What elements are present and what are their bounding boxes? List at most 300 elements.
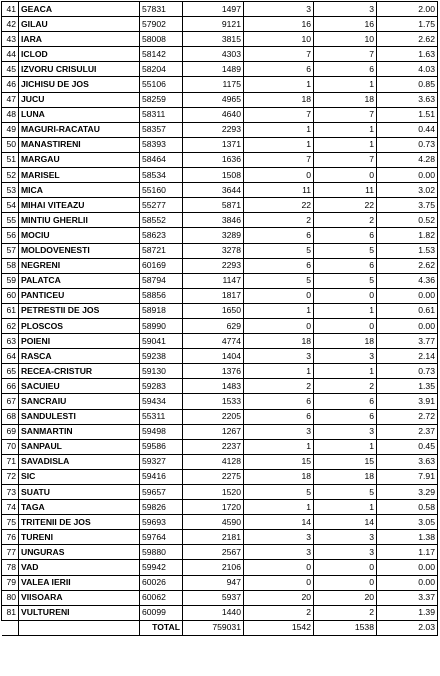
- locality-code-cell: 58856: [140, 288, 183, 303]
- population-cell: 2237: [183, 439, 244, 454]
- locality-code-cell: 58623: [140, 228, 183, 243]
- count-a-cell: 6: [244, 258, 314, 273]
- population-cell: 5937: [183, 590, 244, 605]
- locality-code-cell: 59283: [140, 379, 183, 394]
- rate-cell: 0.73: [377, 137, 438, 152]
- table-row: [2, 137, 438, 152]
- locality-code-cell: 58552: [140, 213, 183, 228]
- count-b-cell: 18: [314, 469, 377, 484]
- count-b-cell: 2: [314, 379, 377, 394]
- table-row: [2, 92, 438, 107]
- row-number-cell: 66: [2, 379, 19, 394]
- locality-code-cell: 58534: [140, 168, 183, 183]
- table-row: [2, 17, 438, 32]
- locality-code-cell: 55106: [140, 77, 183, 92]
- count-a-cell: 1: [244, 137, 314, 152]
- rate-cell: 1.17: [377, 545, 438, 560]
- count-b-cell: 20: [314, 590, 377, 605]
- rate-cell: 7.91: [377, 469, 438, 484]
- table-row: [2, 454, 438, 469]
- locality-code-cell: 57902: [140, 17, 183, 32]
- locality-name-cell: GEACA: [19, 2, 140, 17]
- row-number-cell: 49: [2, 122, 19, 137]
- row-number-cell: 52: [2, 168, 19, 183]
- row-number-cell: 73: [2, 485, 19, 500]
- population-cell: 947: [183, 575, 244, 590]
- rate-cell: 0.61: [377, 303, 438, 318]
- count-b-cell: 10: [314, 32, 377, 47]
- row-number-cell: 51: [2, 152, 19, 167]
- locality-name-cell: MICA: [19, 183, 140, 198]
- population-cell: 3644: [183, 183, 244, 198]
- count-b-cell: 6: [314, 228, 377, 243]
- rate-cell: 0.85: [377, 77, 438, 92]
- locality-code-cell: 58357: [140, 122, 183, 137]
- rate-cell: 2.62: [377, 258, 438, 273]
- table-row: [2, 77, 438, 92]
- population-cell: 4965: [183, 92, 244, 107]
- rate-cell: 3.75: [377, 198, 438, 213]
- row-number-cell: 69: [2, 424, 19, 439]
- locality-name-cell: ICLOD: [19, 47, 140, 62]
- count-b-cell: 22: [314, 198, 377, 213]
- count-b-cell: 5: [314, 243, 377, 258]
- table-row: [2, 379, 438, 394]
- rate-cell: 3.37: [377, 590, 438, 605]
- population-cell: 9121: [183, 17, 244, 32]
- population-cell: 4303: [183, 47, 244, 62]
- table-row: [2, 439, 438, 454]
- locality-code-cell: 59434: [140, 394, 183, 409]
- count-b-cell: 1: [314, 500, 377, 515]
- rate-cell: 4.36: [377, 273, 438, 288]
- rate-cell: 1.39: [377, 605, 438, 620]
- locality-code-cell: 58142: [140, 47, 183, 62]
- count-b-cell: 6: [314, 258, 377, 273]
- rate-cell: 3.63: [377, 92, 438, 107]
- locality-name-cell: SACUIEU: [19, 379, 140, 394]
- total-blank-cell: [19, 620, 140, 635]
- row-number-cell: 59: [2, 273, 19, 288]
- count-a-cell: 2: [244, 213, 314, 228]
- rate-cell: 0.52: [377, 213, 438, 228]
- population-cell: 2567: [183, 545, 244, 560]
- locality-code-cell: 59657: [140, 485, 183, 500]
- total-row: [2, 620, 438, 635]
- count-b-cell: 1: [314, 77, 377, 92]
- table-row: [2, 258, 438, 273]
- rate-cell: 3.02: [377, 183, 438, 198]
- count-a-cell: 15: [244, 454, 314, 469]
- count-b-cell: 7: [314, 107, 377, 122]
- row-number-cell: 42: [2, 17, 19, 32]
- locality-name-cell: GILAU: [19, 17, 140, 32]
- count-b-cell: 0: [314, 575, 377, 590]
- count-a-cell: 3: [244, 349, 314, 364]
- population-cell: 1720: [183, 500, 244, 515]
- locality-name-cell: JICHISU DE JOS: [19, 77, 140, 92]
- table-row: [2, 545, 438, 560]
- count-a-cell: 0: [244, 288, 314, 303]
- population-cell: 5871: [183, 198, 244, 213]
- row-number-cell: 77: [2, 545, 19, 560]
- count-a-cell: 18: [244, 334, 314, 349]
- rate-cell: 3.91: [377, 394, 438, 409]
- rate-cell: 3.63: [377, 454, 438, 469]
- row-number-cell: 47: [2, 92, 19, 107]
- locality-code-cell: 58721: [140, 243, 183, 258]
- population-cell: 3815: [183, 32, 244, 47]
- row-number-cell: 46: [2, 77, 19, 92]
- count-a-cell: 3: [244, 530, 314, 545]
- locality-code-cell: 58311: [140, 107, 183, 122]
- locality-name-cell: VALEA IERII: [19, 575, 140, 590]
- locality-name-cell: IZVORU CRISULUI: [19, 62, 140, 77]
- count-b-cell: 3: [314, 545, 377, 560]
- count-a-cell: 6: [244, 62, 314, 77]
- row-number-cell: 71: [2, 454, 19, 469]
- row-number-cell: 50: [2, 137, 19, 152]
- count-b-cell: 18: [314, 92, 377, 107]
- row-number-cell: 70: [2, 439, 19, 454]
- row-number-cell: 64: [2, 349, 19, 364]
- count-b-cell: 2: [314, 213, 377, 228]
- table-row: [2, 303, 438, 318]
- count-a-cell: 14: [244, 515, 314, 530]
- count-b-cell: 7: [314, 152, 377, 167]
- count-b-cell: 0: [314, 168, 377, 183]
- table-row: [2, 349, 438, 364]
- table-row: [2, 152, 438, 167]
- population-cell: 1440: [183, 605, 244, 620]
- row-number-cell: 65: [2, 364, 19, 379]
- count-a-cell: 22: [244, 198, 314, 213]
- table-row: [2, 560, 438, 575]
- count-a-cell: 6: [244, 228, 314, 243]
- locality-code-cell: 57831: [140, 2, 183, 17]
- population-cell: 2106: [183, 560, 244, 575]
- locality-code-cell: 59586: [140, 439, 183, 454]
- locality-code-cell: 58204: [140, 62, 183, 77]
- row-number-cell: 62: [2, 318, 19, 333]
- row-number-cell: 44: [2, 47, 19, 62]
- row-number-cell: 53: [2, 183, 19, 198]
- table-row: [2, 198, 438, 213]
- population-cell: 2181: [183, 530, 244, 545]
- count-a-cell: 1: [244, 364, 314, 379]
- row-number-cell: 61: [2, 303, 19, 318]
- count-a-cell: 7: [244, 107, 314, 122]
- table-row: [2, 107, 438, 122]
- count-a-cell: 18: [244, 469, 314, 484]
- locality-code-cell: 60026: [140, 575, 183, 590]
- locality-code-cell: 59130: [140, 364, 183, 379]
- locality-name-cell: MOCIU: [19, 228, 140, 243]
- count-a-cell: 3: [244, 545, 314, 560]
- row-number-cell: 79: [2, 575, 19, 590]
- table-row: [2, 590, 438, 605]
- locality-name-cell: RASCA: [19, 349, 140, 364]
- population-cell: 629: [183, 318, 244, 333]
- count-b-cell: 5: [314, 273, 377, 288]
- row-number-cell: 75: [2, 515, 19, 530]
- population-cell: 1371: [183, 137, 244, 152]
- count-a-cell: 7: [244, 47, 314, 62]
- population-cell: 4774: [183, 334, 244, 349]
- population-cell: 4128: [183, 454, 244, 469]
- count-a-cell: 1: [244, 439, 314, 454]
- rate-cell: 4.28: [377, 152, 438, 167]
- count-a-cell: 0: [244, 318, 314, 333]
- row-number-cell: 63: [2, 334, 19, 349]
- count-b-cell: 0: [314, 288, 377, 303]
- count-b-cell: 6: [314, 394, 377, 409]
- locality-name-cell: JUCU: [19, 92, 140, 107]
- count-a-cell: 3: [244, 2, 314, 17]
- table-row: [2, 47, 438, 62]
- locality-code-cell: 58008: [140, 32, 183, 47]
- population-cell: 1483: [183, 379, 244, 394]
- count-b-cell: 1: [314, 439, 377, 454]
- locality-name-cell: SIC: [19, 469, 140, 484]
- table-row: [2, 32, 438, 47]
- locality-name-cell: PETRESTII DE JOS: [19, 303, 140, 318]
- locality-name-cell: SAVADISLA: [19, 454, 140, 469]
- count-a-cell: 18: [244, 92, 314, 107]
- rate-cell: 2.00: [377, 2, 438, 17]
- population-cell: 3846: [183, 213, 244, 228]
- count-a-cell: 1: [244, 122, 314, 137]
- locality-code-cell: 59764: [140, 530, 183, 545]
- row-number-cell: 54: [2, 198, 19, 213]
- locality-name-cell: POIENI: [19, 334, 140, 349]
- total-label: TOTAL: [140, 620, 183, 635]
- table-row: [2, 288, 438, 303]
- rate-cell: 3.77: [377, 334, 438, 349]
- population-cell: 4640: [183, 107, 244, 122]
- count-a-cell: 6: [244, 394, 314, 409]
- rate-cell: 0.45: [377, 439, 438, 454]
- locality-code-cell: 58794: [140, 273, 183, 288]
- row-number-cell: 81: [2, 605, 19, 620]
- count-b-cell: 1: [314, 137, 377, 152]
- locality-name-cell: TRITENII DE JOS: [19, 515, 140, 530]
- population-cell: 2275: [183, 469, 244, 484]
- locality-name-cell: NEGRENI: [19, 258, 140, 273]
- count-a-cell: 1: [244, 77, 314, 92]
- population-cell: 1267: [183, 424, 244, 439]
- locality-name-cell: TAGA: [19, 500, 140, 515]
- count-a-cell: 0: [244, 575, 314, 590]
- locality-name-cell: PALATCA: [19, 273, 140, 288]
- locality-code-cell: 59826: [140, 500, 183, 515]
- row-number-cell: 74: [2, 500, 19, 515]
- count-a-cell: 11: [244, 183, 314, 198]
- locality-name-cell: UNGURAS: [19, 545, 140, 560]
- row-number-cell: 80: [2, 590, 19, 605]
- population-cell: 1376: [183, 364, 244, 379]
- rate-cell: 0.73: [377, 364, 438, 379]
- locality-code-cell: 59327: [140, 454, 183, 469]
- table-row: [2, 424, 438, 439]
- locality-code-cell: 60169: [140, 258, 183, 273]
- table-row: [2, 62, 438, 77]
- count-a-cell: 5: [244, 273, 314, 288]
- locality-name-cell: MARGAU: [19, 152, 140, 167]
- rate-cell: 1.82: [377, 228, 438, 243]
- locality-code-cell: 59041: [140, 334, 183, 349]
- locality-code-cell: 58918: [140, 303, 183, 318]
- row-number-cell: 68: [2, 409, 19, 424]
- locality-name-cell: PLOSCOS: [19, 318, 140, 333]
- row-number-cell: 57: [2, 243, 19, 258]
- population-cell: 1817: [183, 288, 244, 303]
- total-col-b: 1538: [314, 620, 377, 635]
- table-row: [2, 318, 438, 333]
- table-row: [2, 183, 438, 198]
- rate-cell: 1.51: [377, 107, 438, 122]
- rate-cell: 1.38: [377, 530, 438, 545]
- total-blank-cell: [2, 620, 19, 635]
- table-row: [2, 334, 438, 349]
- locality-code-cell: 58393: [140, 137, 183, 152]
- locality-name-cell: VIISOARA: [19, 590, 140, 605]
- count-a-cell: 20: [244, 590, 314, 605]
- rate-cell: 0.58: [377, 500, 438, 515]
- population-cell: 2293: [183, 122, 244, 137]
- table-row: [2, 243, 438, 258]
- count-b-cell: 11: [314, 183, 377, 198]
- population-cell: 2205: [183, 409, 244, 424]
- table-row: [2, 485, 438, 500]
- table-row: [2, 515, 438, 530]
- count-b-cell: 1: [314, 122, 377, 137]
- locality-name-cell: MARISEL: [19, 168, 140, 183]
- rate-cell: 3.29: [377, 485, 438, 500]
- total-population: 759031: [183, 620, 244, 635]
- rate-cell: 2.62: [377, 32, 438, 47]
- locality-code-cell: 58990: [140, 318, 183, 333]
- count-a-cell: 6: [244, 409, 314, 424]
- count-b-cell: 2: [314, 605, 377, 620]
- locality-name-cell: VULTURENI: [19, 605, 140, 620]
- row-number-cell: 76: [2, 530, 19, 545]
- rate-cell: 3.05: [377, 515, 438, 530]
- locality-code-cell: 60099: [140, 605, 183, 620]
- table-row: [2, 394, 438, 409]
- locality-code-cell: 60062: [140, 590, 183, 605]
- locality-name-cell: LUNA: [19, 107, 140, 122]
- locality-name-cell: RECEA-CRISTUR: [19, 364, 140, 379]
- count-a-cell: 1: [244, 500, 314, 515]
- rate-cell: 0.00: [377, 575, 438, 590]
- rate-cell: 0.00: [377, 168, 438, 183]
- rate-cell: 1.63: [377, 47, 438, 62]
- locality-name-cell: IARA: [19, 32, 140, 47]
- row-number-cell: 56: [2, 228, 19, 243]
- locality-name-cell: MINTIU GHERLII: [19, 213, 140, 228]
- rate-cell: 2.72: [377, 409, 438, 424]
- rate-cell: 0.00: [377, 288, 438, 303]
- table-row: [2, 500, 438, 515]
- locality-name-cell: SUATU: [19, 485, 140, 500]
- row-number-cell: 55: [2, 213, 19, 228]
- population-cell: 1147: [183, 273, 244, 288]
- population-cell: 1636: [183, 152, 244, 167]
- rate-cell: 1.75: [377, 17, 438, 32]
- count-b-cell: 3: [314, 530, 377, 545]
- population-cell: 4590: [183, 515, 244, 530]
- locality-name-cell: SANCRAIU: [19, 394, 140, 409]
- table-row: [2, 409, 438, 424]
- count-a-cell: 0: [244, 168, 314, 183]
- locality-name-cell: TURENI: [19, 530, 140, 545]
- locality-name-cell: MANASTIRENI: [19, 137, 140, 152]
- population-cell: 1508: [183, 168, 244, 183]
- rate-cell: 4.03: [377, 62, 438, 77]
- locality-name-cell: PANTICEU: [19, 288, 140, 303]
- locality-name-cell: MOLDOVENESTI: [19, 243, 140, 258]
- population-cell: 1175: [183, 77, 244, 92]
- count-a-cell: 7: [244, 152, 314, 167]
- count-a-cell: 10: [244, 32, 314, 47]
- table-row: [2, 2, 438, 17]
- locality-name-cell: SANDULESTI: [19, 409, 140, 424]
- locality-code-cell: 55311: [140, 409, 183, 424]
- count-b-cell: 15: [314, 454, 377, 469]
- row-number-cell: 45: [2, 62, 19, 77]
- row-number-cell: 58: [2, 258, 19, 273]
- population-cell: 1650: [183, 303, 244, 318]
- locality-name-cell: MIHAI VITEAZU: [19, 198, 140, 213]
- rate-cell: 1.53: [377, 243, 438, 258]
- locality-code-cell: 59693: [140, 515, 183, 530]
- locality-name-cell: SANPAUL: [19, 439, 140, 454]
- count-b-cell: 1: [314, 303, 377, 318]
- table-row: [2, 213, 438, 228]
- count-b-cell: 7: [314, 47, 377, 62]
- count-a-cell: 5: [244, 243, 314, 258]
- locality-code-cell: 59880: [140, 545, 183, 560]
- locality-code-cell: 55277: [140, 198, 183, 213]
- locality-name-cell: SANMARTIN: [19, 424, 140, 439]
- locality-name-cell: MAGURI-RACATAU: [19, 122, 140, 137]
- data-table: [1, 1, 438, 636]
- table-row: [2, 168, 438, 183]
- row-number-cell: 72: [2, 469, 19, 484]
- count-a-cell: 3: [244, 424, 314, 439]
- count-b-cell: 6: [314, 62, 377, 77]
- total-col-a: 1542: [244, 620, 314, 635]
- population-cell: 1404: [183, 349, 244, 364]
- count-b-cell: 0: [314, 318, 377, 333]
- rate-cell: 2.37: [377, 424, 438, 439]
- rate-cell: 1.35: [377, 379, 438, 394]
- row-number-cell: 60: [2, 288, 19, 303]
- population-cell: 2293: [183, 258, 244, 273]
- count-b-cell: 6: [314, 409, 377, 424]
- count-b-cell: 14: [314, 515, 377, 530]
- rate-cell: 0.00: [377, 560, 438, 575]
- count-b-cell: 5: [314, 485, 377, 500]
- count-a-cell: 2: [244, 605, 314, 620]
- table-row: [2, 605, 438, 620]
- locality-code-cell: 59416: [140, 469, 183, 484]
- locality-code-cell: 59238: [140, 349, 183, 364]
- total-rate: 2.03: [377, 620, 438, 635]
- row-number-cell: 48: [2, 107, 19, 122]
- count-a-cell: 5: [244, 485, 314, 500]
